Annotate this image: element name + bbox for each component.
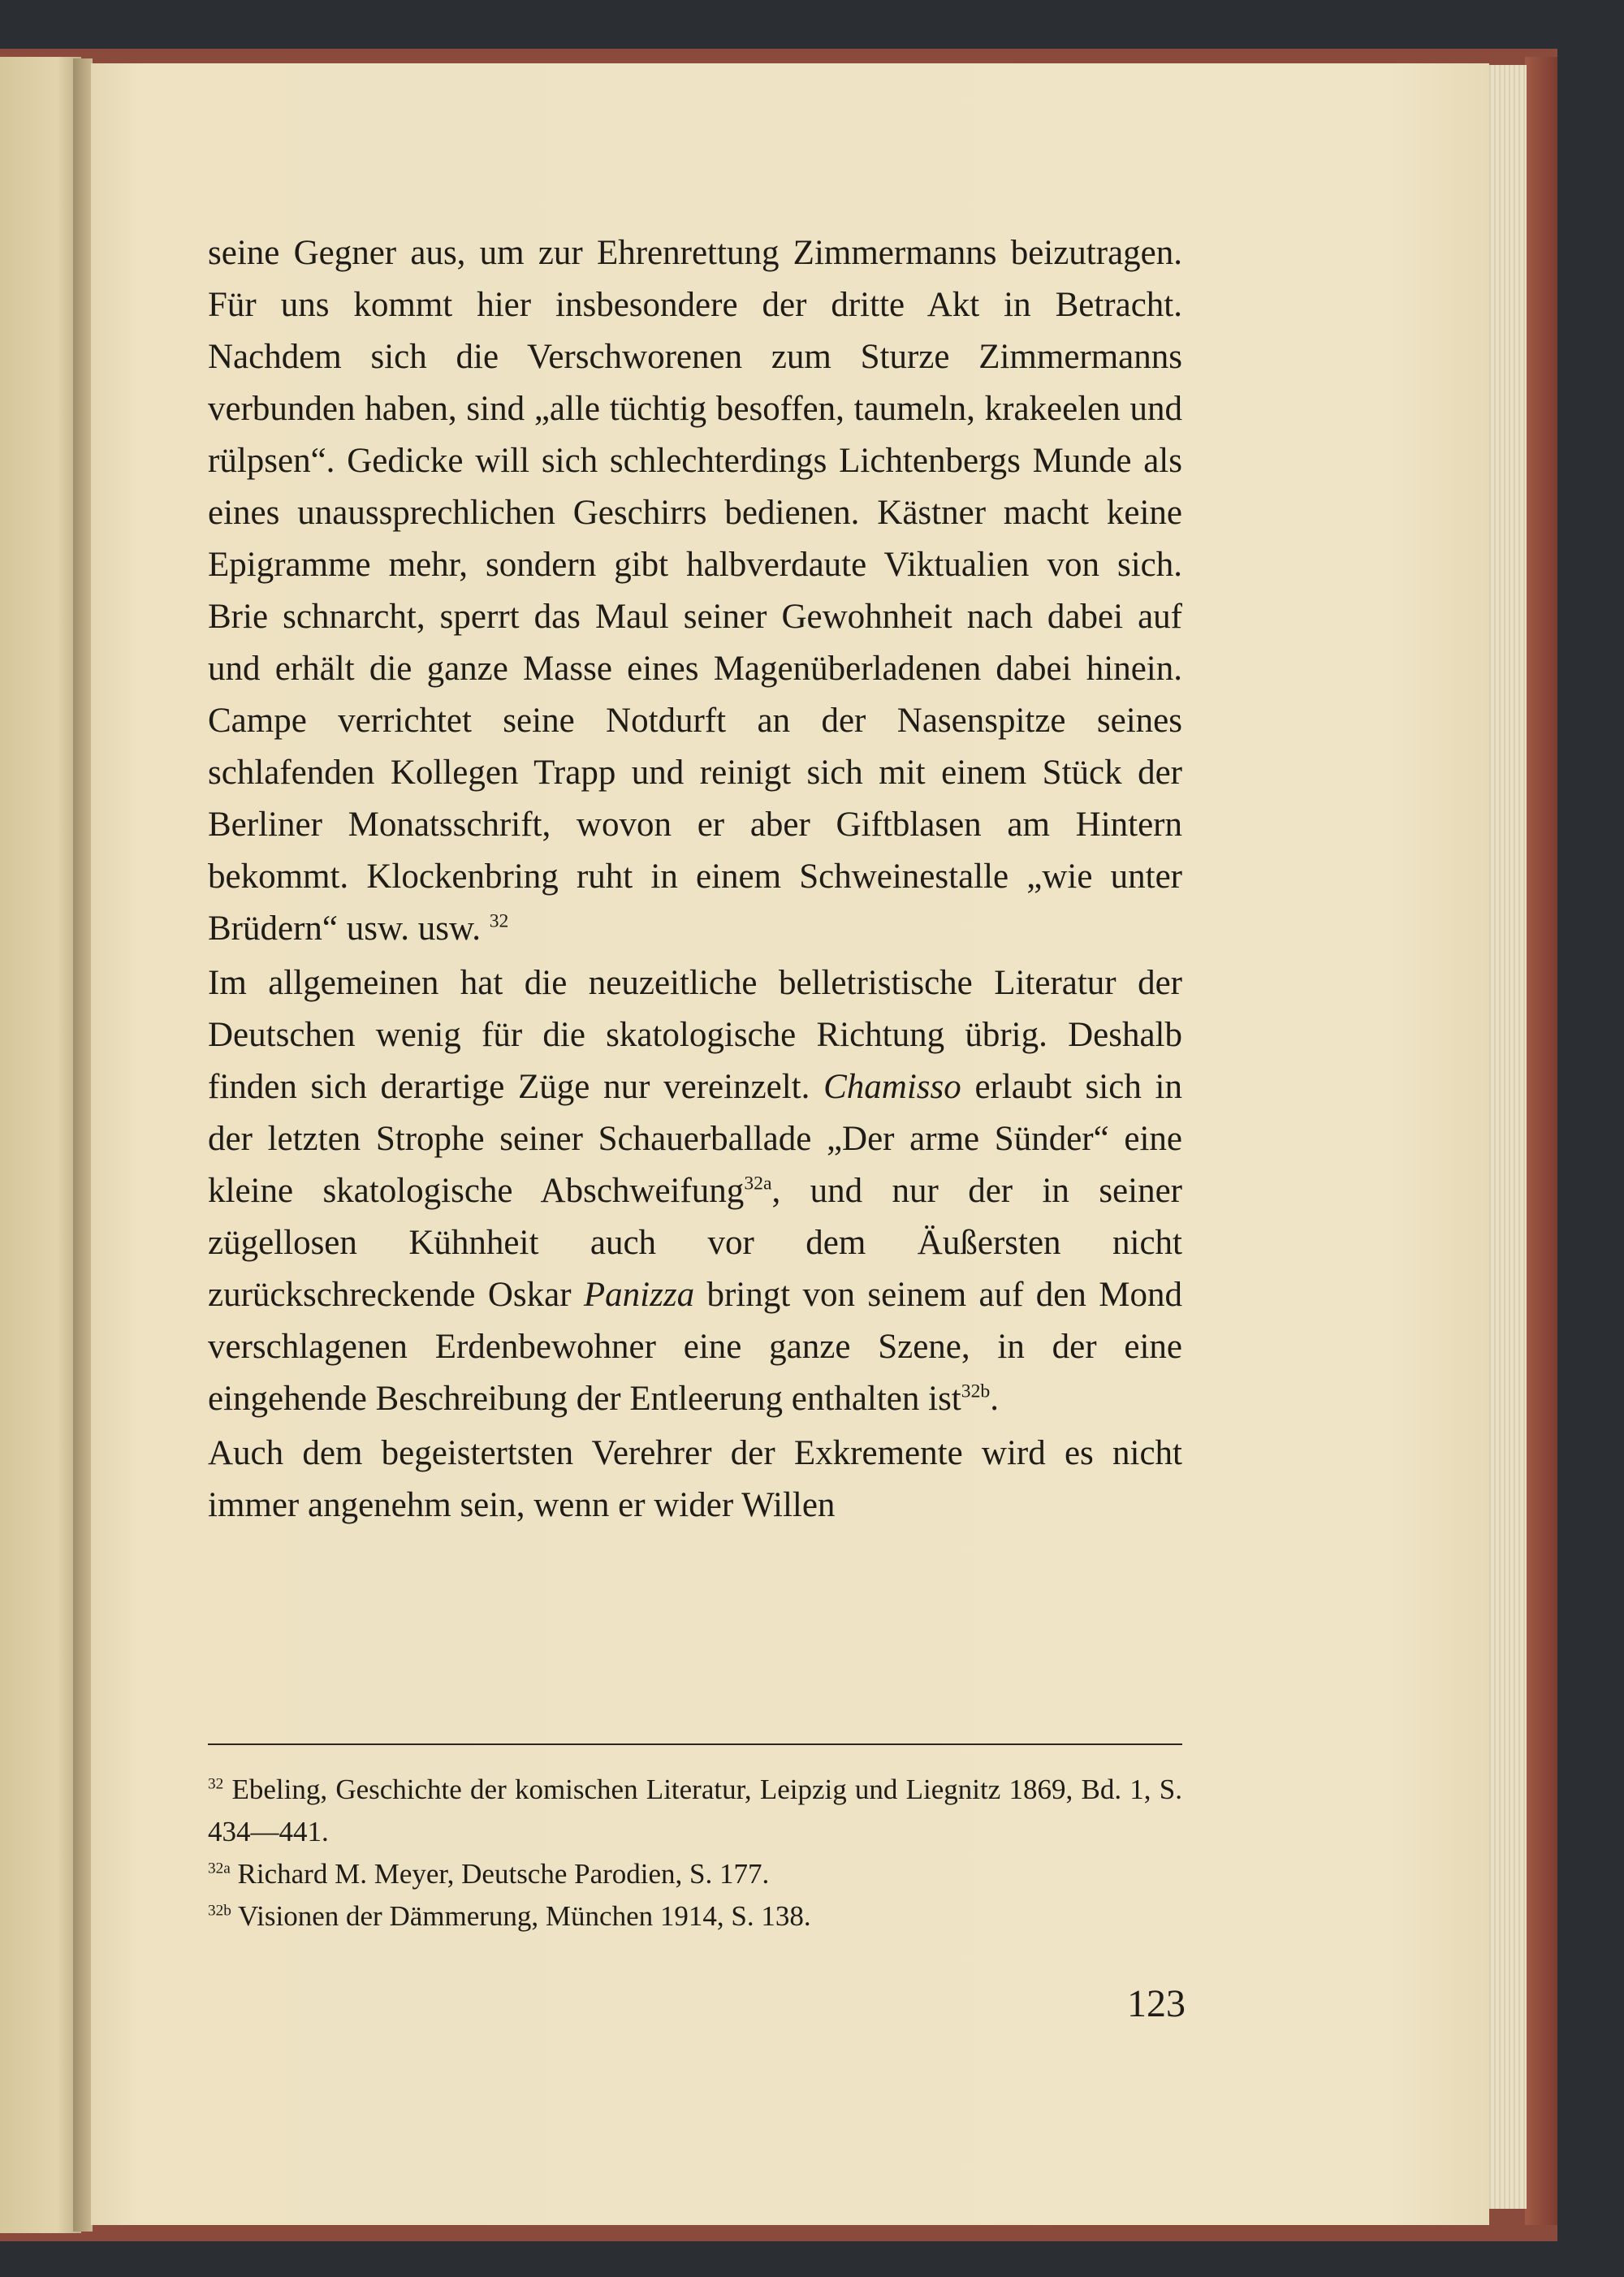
author-name-panizza: Panizza <box>583 1276 695 1314</box>
paragraph-1: seine Gegner aus, um zur Ehrenrettung Zimmermanns beizutragen. Für uns kommt hier insbesondere der dritte Akt in Betracht. Nachdem sich die Verschworenen zum Sturze Zimmermanns verbunden haben, sind „alle tüchtig besoffen, taumeln, krakeelen und rülpsen“. Gedicke will sich schlechterdings Lichtenbergs Munde als eines unaussprechlichen Geschirrs bedienen. Kästner macht keine Epigramme mehr, sondern gibt halbverdaute Viktualien von sich. Brie schnarcht, sperrt das Maul seiner Gewohnheit nach dabei auf und erhält die ganze Masse eines Magenüberladenen dabei hinein. Campe verrichtet seine Notdurft an der Nasenspitze seines schlafenden Kollegen Trapp und reinigt sich mit einem Stück der Berliner Monatsschrift, wovon er aber Giftblasen am Hintern bekommt. Klockenbring ruht in einem Schweinestalle „wie unter Brüdern“ usw. usw. $^{32}$ <box>208 234 1182 948</box>
footnote-32a: $^{32a}$ Richard M. Meyer, Deutsche Parodien, S. 177. <box>208 1858 770 1890</box>
cover-edge <box>1525 57 1557 2225</box>
footnote-32: $^{32}$ Ebeling, Geschichte der komischen Literatur, Leipzig und Liegnitz 1869, Bd. 1, S. 434—441. <box>208 1774 1182 1847</box>
footnote-divider <box>208 1743 1182 1745</box>
paragraph-3: Auch dem begeistertsten Verehrer der Exkremente wird es nicht immer angenehm sein, wenn er wider Willen <box>208 1434 1182 1524</box>
left-page-edge <box>0 57 81 2233</box>
footnote-32b: $^{32b}$ Visionen der Dämmerung, München 1914, S. 138. <box>208 1900 811 1932</box>
body-text <box>208 227 1182 1534</box>
footnote-ref-32: 32 <box>489 910 509 932</box>
page-number: 123 <box>1127 1982 1186 2025</box>
footnotes <box>208 1769 1182 1938</box>
book-gutter <box>73 58 93 2232</box>
author-name-chamisso: Chamisso <box>823 1068 961 1106</box>
paragraph-2: Im allgemeinen hat die neuzeitliche belletristische Literatur der Deutschen wenig für die skatologische Richtung übrig. Deshalb finden sich derartige Züge nur vereinzelt. Chamisso erlaubt sich in der letzten Strophe seiner Schauerballade „Der arme Sünder“ eine kleine skatologische Abschweifung$^{32a}$, und nur der in seiner zügellosen Kühnheit auch vor dem Äußersten nicht zurückschreckende Oskar Panizza bringt von seinem auf den Mond verschlagenen Erdenbewohner eine ganze Szene, in der eine eingehende Beschreibung der Entleerung enthalten ist$^{32b}$. <box>208 964 1182 1418</box>
page-stack-edge <box>1486 65 1527 2209</box>
footnote-ref-32b: 32b <box>961 1380 991 1402</box>
footnote-ref-32a: 32a <box>744 1173 772 1195</box>
